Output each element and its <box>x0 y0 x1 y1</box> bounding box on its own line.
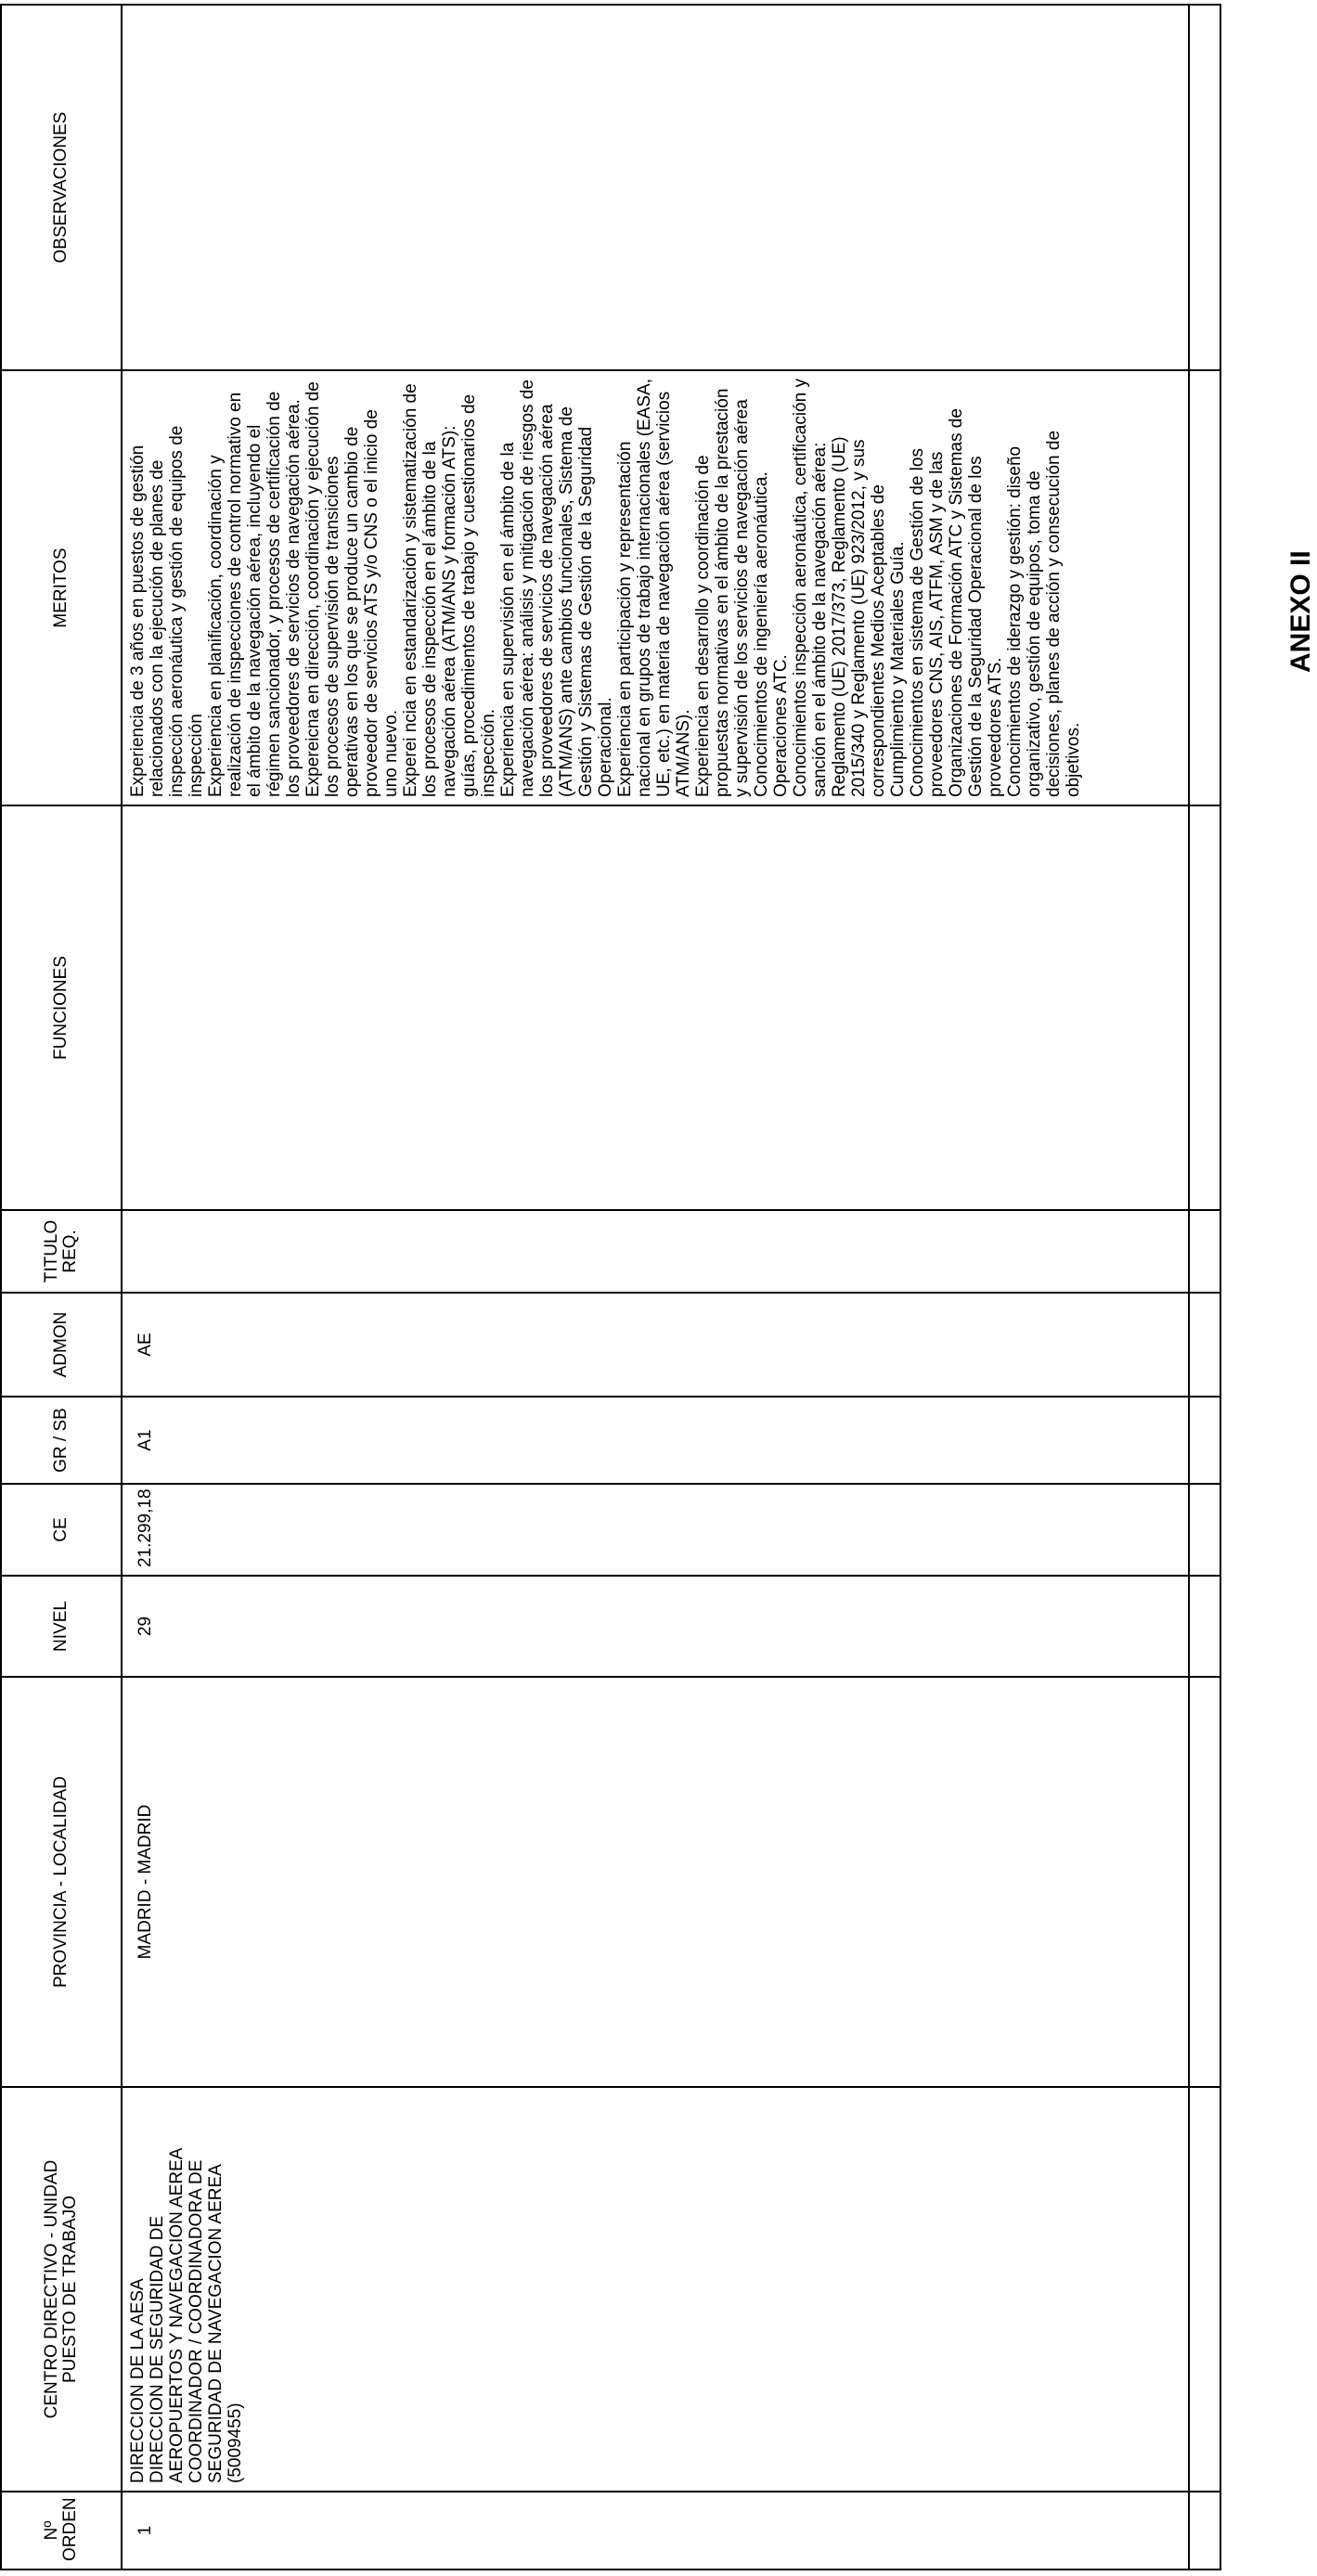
filler-cell <box>1189 1484 1220 1576</box>
filler-cell <box>1189 1210 1220 1293</box>
header-admon: ADMON <box>1 1293 122 1397</box>
header-provincia: PROVINCIA - LOCALIDAD <box>1 1677 122 2087</box>
cell-orden: 1 <box>122 2492 1189 2570</box>
header-ce: CE <box>1 1484 122 1576</box>
filler-cell <box>1189 1397 1220 1484</box>
cell-admon: AE <box>122 1293 1189 1397</box>
filler-cell <box>1189 5 1220 370</box>
header-titulo: TITULO REQ. <box>1 1210 122 1293</box>
cell-ce: 21.299,18 <box>122 1484 1189 1576</box>
cell-grsb: A1 <box>122 1397 1189 1484</box>
table-filler-row <box>1189 5 1220 2570</box>
header-observaciones: OBSERVACIONES <box>1 5 122 370</box>
filler-cell <box>1189 1677 1220 2087</box>
table-header-row <box>1 5 122 2570</box>
annex-title: ANEXO II <box>1285 550 1316 673</box>
cell-nivel: 29 <box>122 1576 1189 1677</box>
filler-cell <box>1189 1293 1220 1397</box>
filler-cell <box>1189 370 1220 805</box>
header-funciones: FUNCIONES <box>1 805 122 1210</box>
filler-cell <box>1189 2087 1220 2492</box>
table-rotated-container <box>0 6 1201 2570</box>
cell-centro: DIRECCION DE LA AESA DIRECCION DE SEGURIDAD DE AEROPUERTOS Y NAVEGACION AEREA COORDINADOR / COORDINADORA DE SEGURIDAD DE NAVEGACION AEREA (5009455) <box>122 2087 1189 2492</box>
header-orden: Nº ORDEN <box>1 2492 122 2570</box>
header-meritos: MERITOS <box>1 370 122 805</box>
header-centro: CENTRO DIRECTIVO - UNIDAD PUESTO DE TRABAJO <box>1 2087 122 2492</box>
vacancy-table <box>0 4 1221 2570</box>
header-nivel: NIVEL <box>1 1576 122 1677</box>
filler-cell <box>1189 1576 1220 1677</box>
cell-meritos: Experiencia de 3 años en puestos de gestión relacionados con la ejecución de planes de inspección aeronáutica y gestión de equipos de inspección Experiencia en planificación, coordinación y realización de inspecciones de control normativo en el ámbito de la navegación aérea, incluyendo el régimen sancionador, y procesos de certificación de los proveedores de servicios de navegación aérea. Expereicna en dirección, coordinación y ejecución de los procesos de supervisión de transiciones operativas en los que se produce un cambio de proveedor de servicios ATS y/o CNS o el inicio de uno nuevo. Experei ncia en estandarización y sistematización de los procesos de inspección en el ámbito de la navegación aérea (ATM/ANS y formación ATS): guías, procedimientos de trabajo y cuestionarios de inspección. Experiencia en supervisión en el ámbito de la navegación aérea: análisis y mitigación de riesgos de los proveedores de servicios de navegación aérea (ATM/ANS) ante cambios funcionales, Sistema de Gestión y Sistemas de Gestión de la Seguridad Operacional. Experiencia en participación y representación nacional en grupos de trabajo internacionales (EASA, UE, etc.) en materia de navegación aérea (servicios ATM/ANS). Experiencia en desarrollo y coordinación de propuestas normativas en el ámbito de la prestación y supervisión de los servicios de navegación aérea Conocimientos de ingeniería aeronáutica. Operaciones ATC. Conocimientos inspección aeronáutica, certificación y sanción en el ámbito de la navegación aérea: Reglamento (UE) 2017/373, Reglamento (UE) 2015/340 y Reglamento (UE) 923/2012, y sus correspondientes Medios Aceptables de Cumplimiento y Materiales Guía. Conocimientos en sistema de Gestión de los proveedores CNS, AIS, ATFM, ASM y de las Organizaciones de Formación ATC y Sistemas de Gestión de la Seguridad Operacional de los proveedores ATS. Conocimientos de iderazgo y gestión: diseño organizativo, gestión de equipos, toma de decisiones, planes de acción y consecución de objetivos. <box>122 370 1189 805</box>
filler-cell <box>1189 805 1220 1210</box>
cell-titulo <box>122 1210 1189 1293</box>
filler-cell <box>1189 2492 1220 2570</box>
header-grsb: GR / SB <box>1 1397 122 1484</box>
cell-funciones <box>122 805 1189 1210</box>
cell-observaciones <box>122 5 1189 370</box>
table-row <box>122 5 1189 2570</box>
cell-provincia: MADRID - MADRID <box>122 1677 1189 2087</box>
